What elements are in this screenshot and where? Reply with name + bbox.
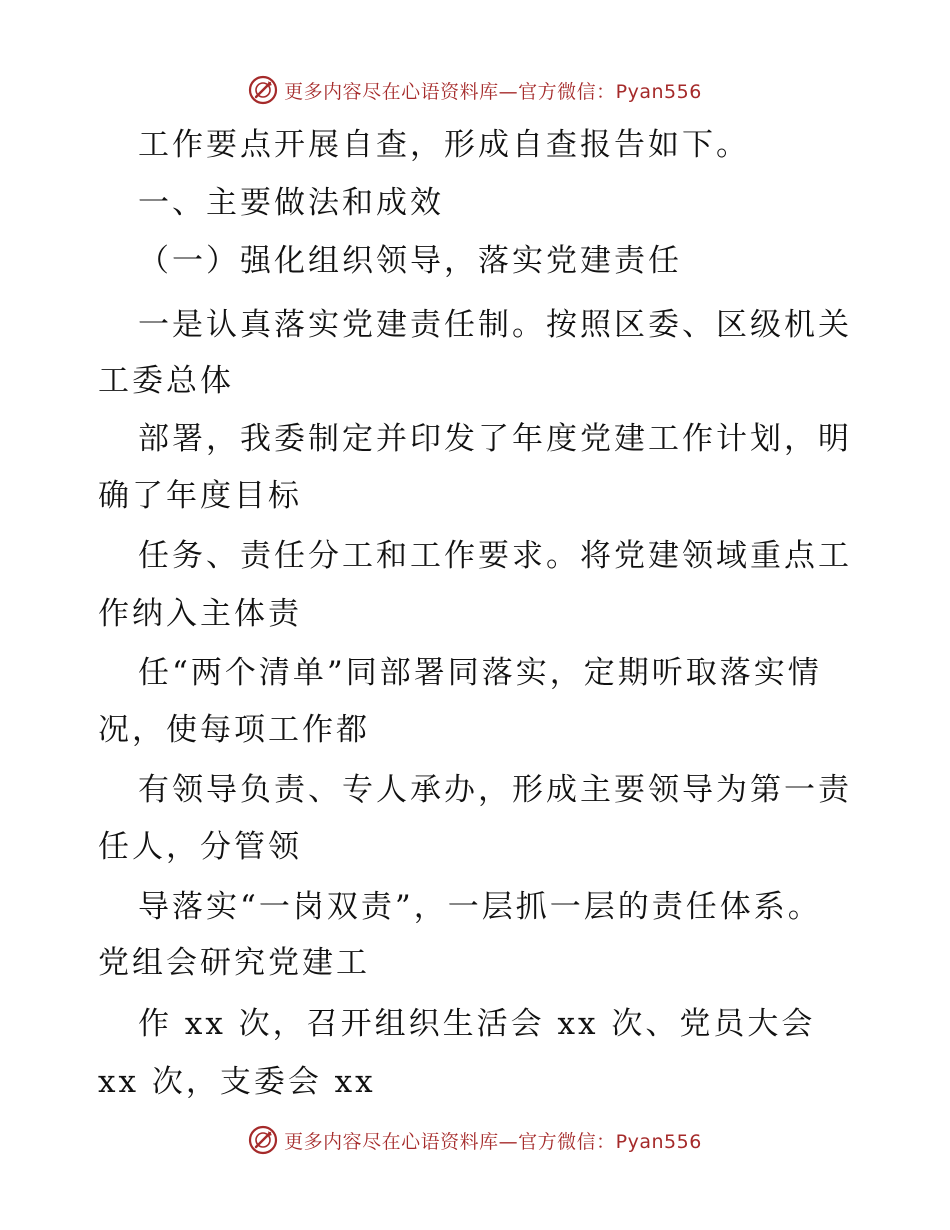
- body-line: 工作要点开展自查，形成自查报告如下。: [138, 127, 750, 163]
- section-heading: 一、主要做法和成效: [138, 185, 444, 221]
- body-line: 确了年度目标: [98, 478, 302, 514]
- body-line: 党组会研究党建工: [98, 945, 370, 981]
- body-line: 一是认真落实党建责任制。按照区委、区级机关: [138, 307, 852, 343]
- watermark-text: 更多内容尽在心语资料库—官方微信：Pyan556: [284, 80, 702, 103]
- logo-icon: [248, 75, 278, 105]
- body-line: 作 xx 次，召开组织生活会 xx 次、党员大会: [138, 1006, 816, 1042]
- subsection-heading: （一）强化组织领导，落实党建责任: [138, 243, 682, 279]
- logo-icon: [248, 1125, 278, 1155]
- body-line: 任人，分管领: [98, 829, 302, 865]
- body-line: xx 次，支委会 xx: [98, 1064, 376, 1100]
- footer-watermark: [0, 1122, 950, 1158]
- body-line: 有领导负责、专人承办，形成主要领导为第一责: [138, 772, 852, 808]
- header-watermark: [0, 72, 950, 108]
- body-line: 工委总体: [98, 363, 234, 399]
- body-line: 导落实“一岗双责”，一层抓一层的责任体系。: [138, 889, 822, 925]
- body-line: 部署，我委制定并印发了年度党建工作计划，明: [138, 421, 852, 457]
- body-line: 况，使每项工作都: [98, 712, 370, 748]
- watermark-text: 更多内容尽在心语资料库—官方微信：Pyan556: [284, 1130, 702, 1153]
- body-line: 任务、责任分工和工作要求。将党建领域重点工: [138, 538, 852, 574]
- body-line: 作纳入主体责: [98, 596, 302, 632]
- body-line: 任“两个清单”同部署同落实，定期听取落实情: [138, 655, 822, 691]
